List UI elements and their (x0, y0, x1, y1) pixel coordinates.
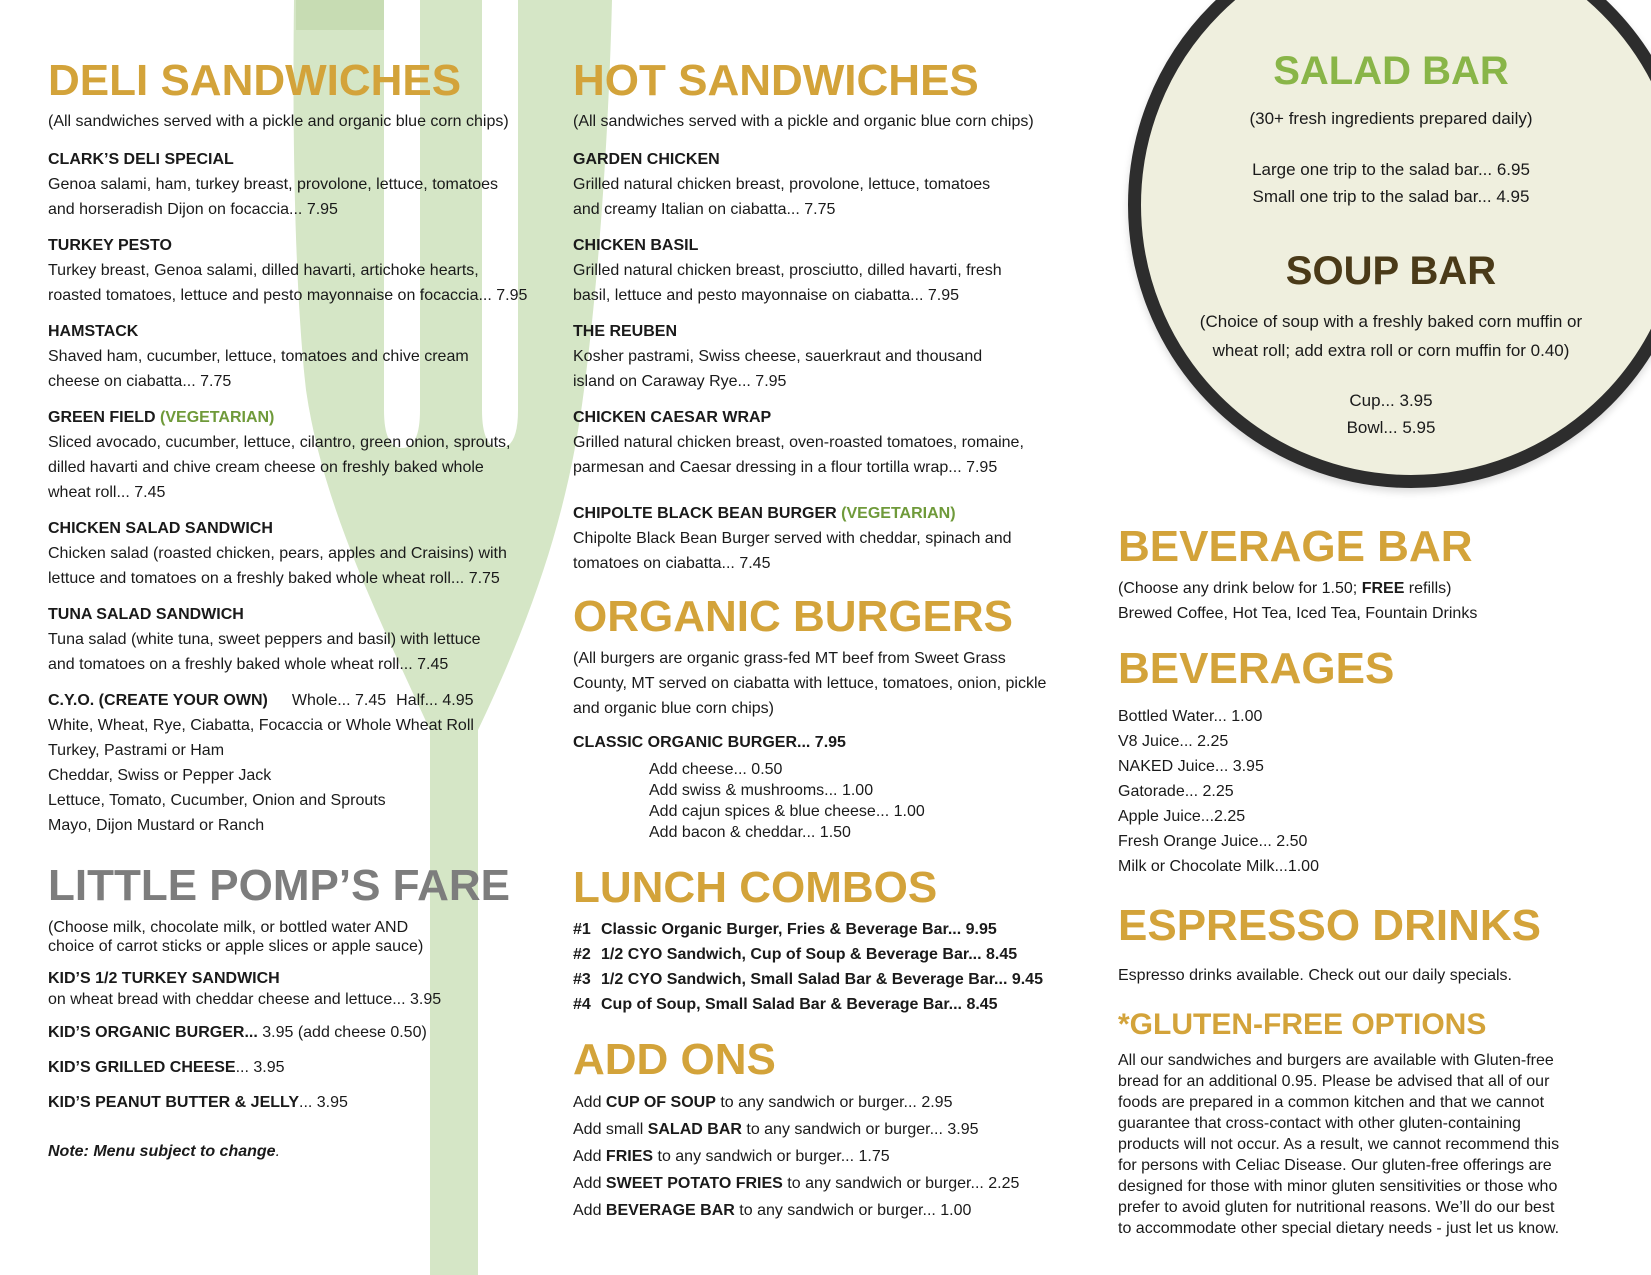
cyo-item (48, 689, 558, 838)
kids-item (48, 1092, 558, 1113)
add-on-bold: FRIES (605, 1148, 654, 1165)
lunch-combos-section (573, 859, 1088, 1017)
item-name: KID’S ORGANIC BURGER... (48, 1024, 258, 1041)
burger-addon: Add cheese... 0.50 (649, 761, 783, 778)
kids-subtitle-line: choice of carrot sticks or apple slices or apple sauce) (48, 938, 424, 955)
menu-item (48, 234, 558, 308)
classic-burger: CLASSIC ORGANIC BURGER... 7.95 (573, 734, 846, 751)
soup-bar-desc-line: wheat roll; add extra roll or corn muffin for 0.40) (1212, 341, 1570, 360)
beverage-bar-section (1118, 518, 1638, 626)
burger-addon: Add bacon & cheddar... 1.50 (649, 824, 851, 841)
burgers-desc-line: and organic blue corn chips) (573, 700, 775, 717)
fork-head-shade (296, 0, 384, 30)
kids-item (48, 1057, 558, 1078)
add-on-pre: Add (573, 1094, 606, 1111)
espresso-section (1118, 897, 1638, 988)
lunch-combos-title: LUNCH COMBOS (573, 863, 938, 912)
hot-sandwiches-title: HOT SANDWICHES (573, 56, 979, 105)
item-desc: wheat roll... 7.45 (48, 484, 166, 501)
add-on-pre: Add (573, 1175, 606, 1192)
add-ons-title: ADD ONS (573, 1035, 776, 1084)
item-name: KID’S 1/2 TURKEY SANDWICH (48, 970, 280, 987)
kids-subtitle (48, 918, 558, 956)
item-name: TURKEY PESTO (48, 237, 172, 254)
add-on-bold: SWEET POTATO FRIES (605, 1175, 783, 1192)
cyo-option: Turkey, Pastrami or Ham (48, 742, 225, 759)
item-desc: Chipolte Black Bean Burger served with cheddar, spinach and (573, 530, 1012, 547)
gluten-free-line: guarantee that cross-contact with other gluten-containing (1118, 1115, 1521, 1132)
gluten-free-line: foods are prepared in a common kitchen and that we cannot (1118, 1094, 1545, 1111)
add-on-item (573, 1116, 1088, 1143)
espresso-title: ESPRESSO DRINKS (1118, 901, 1541, 950)
add-on-post: to any sandwich or burger... 2.95 (715, 1094, 953, 1111)
beverage-item: Apple Juice...2.25 (1118, 808, 1246, 825)
add-on-pre: Add (573, 1148, 606, 1165)
item-desc: Shaved ham, cucumber, lettuce, tomatoes and chive cream (48, 348, 469, 365)
item-name: GARDEN CHICKEN (573, 151, 720, 168)
soup-bar-section (1141, 247, 1641, 441)
add-on-post: to any sandwich or burger... 2.25 (782, 1175, 1020, 1192)
kids-subtitle-line: (Choose milk, chocolate milk, or bottled water AND (48, 919, 409, 936)
add-on-bold: BEVERAGE BAR (605, 1202, 735, 1219)
burger-addon-list (573, 759, 1088, 843)
combo-text: Cup of Soup, Small Salad Bar & Beverage Bar... 8.45 (601, 996, 998, 1013)
add-on-item (573, 1089, 1088, 1116)
combo-item (573, 917, 1088, 942)
burgers-desc (573, 646, 1088, 721)
beverage-item: V8 Juice... 2.25 (1118, 733, 1229, 750)
add-on-pre: Add (573, 1202, 606, 1219)
item-price: 3.95 (add cheese 0.50) (257, 1024, 427, 1041)
item-desc: dilled havarti and chive cream cheese on freshly baked whole (48, 459, 484, 476)
item-price: ... 3.95 (235, 1059, 285, 1076)
item-price: ... 3.95 (299, 1094, 348, 1111)
salad-soup-circle (1128, 0, 1651, 488)
soup-cup-price: Cup... 3.95 (1349, 391, 1433, 410)
item-desc: lettuce and tomatoes on a freshly baked whole wheat roll... 7.75 (48, 570, 500, 587)
burger-addon: Add swiss & mushrooms... 1.00 (649, 782, 874, 799)
burgers-desc-line: County, MT served on ciabatta with lettuce, tomatoes, onion, pickle (573, 675, 1047, 692)
item-desc: Chicken salad (roasted chicken, pears, apples and Craisins) with (48, 545, 507, 562)
add-on-bold: CUP OF SOUP (605, 1094, 716, 1111)
burger-addon: Add cajun spices & blue cheese... 1.00 (649, 803, 925, 820)
item-desc: Turkey breast, Genoa salami, dilled havarti, artichoke hearts, (48, 262, 479, 279)
item-desc: Kosher pastrami, Swiss cheese, sauerkraut and thousand (573, 348, 983, 365)
add-on-bold: SALAD BAR (647, 1121, 742, 1138)
cyo-whole-price: Whole... 7.45 (291, 692, 387, 709)
menu-note (48, 1143, 558, 1161)
burgers-desc-line: (All burgers are organic grass-fed MT beef from Sweet Grass (573, 650, 1006, 667)
gluten-free-line: products will not occur. As a result, we cannot recommend this (1118, 1136, 1560, 1153)
gluten-free-line: for persons with Celiac Disease. Our gluten-free offerings are (1118, 1157, 1552, 1174)
item-desc: and horseradish Dijon on focaccia... 7.95 (48, 201, 338, 218)
item-desc: Tuna salad (white tuna, sweet peppers and basil) with lettuce (48, 631, 481, 648)
hot-sandwiches-section (573, 52, 1088, 576)
item-name: CHICKEN BASIL (573, 237, 699, 254)
beverage-bar-info (1118, 576, 1638, 601)
kids-title: LITTLE POMP’S FARE (48, 861, 511, 910)
combo-text: 1/2 CYO Sandwich, Small Salad Bar & Beverage Bar... 9.45 (601, 971, 1043, 988)
deli-sandwiches-section (48, 52, 558, 838)
item-name (48, 406, 558, 430)
beverage-item: Fresh Orange Juice... 2.50 (1118, 833, 1308, 850)
item-name: CHICKEN SALAD SANDWICH (48, 520, 273, 537)
combo-text: 1/2 CYO Sandwich, Cup of Soup & Beverage Bar... 8.45 (601, 946, 1018, 963)
kids-section (48, 858, 558, 1161)
item-name: CHICKEN CAESAR WRAP (573, 409, 772, 426)
menu-item (48, 320, 558, 394)
salad-bar-title: SALAD BAR (1273, 49, 1509, 93)
add-on-pre: Add small (573, 1121, 648, 1138)
item-desc: on wheat bread with cheddar cheese and lettuce... 3.95 (48, 991, 442, 1008)
beverage-bar-title: BEVERAGE BAR (1118, 522, 1473, 571)
item-name: HAMSTACK (48, 323, 139, 340)
item-desc: parmesan and Caesar dressing in a flour tortilla wrap... 7.95 (573, 459, 998, 476)
combo-number: #4 (573, 996, 591, 1013)
item-desc: and creamy Italian on ciabatta... 7.75 (573, 201, 836, 218)
item-desc: basil, lettuce and pesto mayonnaise on ciabatta... 7.95 (573, 287, 960, 304)
kids-item (48, 1022, 558, 1043)
beverage-bar-free: FREE (1361, 580, 1405, 597)
salad-bar-section (1141, 47, 1641, 210)
item-desc: and tomatoes on a freshly baked whole wheat roll... 7.45 (48, 656, 449, 673)
item-name: KID’S PEANUT BUTTER & JELLY (48, 1094, 299, 1111)
item-name: TUNA SALAD SANDWICH (48, 606, 244, 623)
item-desc: Grilled natural chicken breast, oven-roasted tomatoes, romaine, (573, 434, 1024, 451)
item-desc: island on Caraway Rye... 7.95 (573, 373, 787, 390)
item-desc: roasted tomatoes, lettuce and pesto mayonnaise on focaccia... 7.95 (48, 287, 528, 304)
combo-number: #2 (573, 946, 591, 963)
add-on-post: to any sandwich or burger... 1.00 (734, 1202, 972, 1219)
cyo-half-price: Half... 4.95 (396, 692, 474, 709)
beverages-section (1118, 640, 1638, 879)
note-period: . (275, 1143, 281, 1160)
item-name: THE REUBEN (573, 323, 678, 340)
cyo-option: Cheddar, Swiss or Pepper Jack (48, 767, 272, 784)
gluten-free-title: *GLUTEN-FREE OPTIONS (1118, 1008, 1487, 1041)
cyo-header (48, 689, 558, 713)
menu-item (48, 603, 558, 677)
deli-subtitle: (All sandwiches served with a pickle and organic blue corn chips) (48, 113, 509, 130)
gluten-free-line: All our sandwiches and burgers are available with Gluten-free (1118, 1052, 1554, 1069)
combo-item (573, 967, 1088, 992)
cyo-option: Lettuce, Tomato, Cucumber, Onion and Sprouts (48, 792, 386, 809)
item-desc: cheese on ciabatta... 7.75 (48, 373, 232, 390)
item-desc: Grilled natural chicken breast, provolone, lettuce, tomatoes (573, 176, 991, 193)
salad-bar-subtitle: (30+ fresh ingredients prepared daily) (1249, 109, 1533, 128)
organic-burgers-title: ORGANIC BURGERS (573, 592, 1014, 641)
item-name-text: CHIPOLTE BLACK BEAN BURGER (573, 505, 837, 522)
gluten-free-section (1118, 1006, 1638, 1239)
menu-item (48, 148, 558, 222)
beverage-item: Milk or Chocolate Milk...1.00 (1118, 858, 1319, 875)
cyo-option: Mayo, Dijon Mustard or Ranch (48, 817, 265, 834)
menu-item (573, 148, 1088, 222)
beverage-item: Gatorade... 2.25 (1118, 783, 1234, 800)
combo-item (573, 942, 1088, 967)
gluten-free-line: designed for those with minor gluten sensitivities or those who (1118, 1178, 1558, 1195)
cyo-option: White, Wheat, Rye, Ciabatta, Focaccia or Whole Wheat Roll (48, 717, 474, 734)
middle-column (573, 52, 1088, 1224)
note-text: Note: Menu subject to change (48, 1143, 276, 1160)
salad-bar-large: Large one trip to the salad bar... 6.95 (1252, 160, 1530, 179)
left-column (48, 52, 558, 1161)
vegetarian-label: (VEGETARIAN) (160, 409, 275, 426)
item-desc: Genoa salami, ham, turkey breast, provolone, lettuce, tomatoes (48, 176, 499, 193)
add-on-item (573, 1197, 1088, 1224)
gluten-free-line: to accommodate other special dietary needs - just let us know. (1118, 1220, 1560, 1237)
cyo-name: C.Y.O. (CREATE YOUR OWN) (48, 692, 268, 709)
item-name: KID’S GRILLED CHEESE (48, 1059, 236, 1076)
kids-item (48, 968, 558, 1010)
beverage-bar-info-post: refills) (1404, 580, 1452, 597)
gluten-free-line: bread for an additional 0.95. Please be advised that all of our (1118, 1073, 1550, 1090)
beverage-bar-info-pre: (Choose any drink below for 1.50; (1118, 580, 1362, 597)
item-name: CLARK’S DELI SPECIAL (48, 151, 234, 168)
vegetarian-label: (VEGETARIAN) (841, 505, 956, 522)
menu-item (573, 234, 1088, 308)
item-desc: Sliced avocado, cucumber, lettuce, cilantro, green onion, sprouts, (48, 434, 511, 451)
item-desc: Grilled natural chicken breast, prosciutto, dilled havarti, fresh (573, 262, 1002, 279)
combo-item (573, 992, 1088, 1017)
soup-bar-title: SOUP BAR (1285, 249, 1497, 293)
item-name (573, 502, 1088, 526)
right-column (1118, 518, 1638, 1239)
salad-bar-small: Small one trip to the salad bar... 4.95 (1252, 187, 1530, 206)
espresso-text: Espresso drinks available. Check out our daily specials. (1118, 967, 1512, 984)
beverage-bar-drinks: Brewed Coffee, Hot Tea, Iced Tea, Fountain Drinks (1118, 605, 1478, 622)
hot-subtitle: (All sandwiches served with a pickle and organic blue corn chips) (573, 113, 1034, 130)
add-on-post: to any sandwich or burger... 3.95 (741, 1121, 979, 1138)
combo-number: #1 (573, 921, 591, 938)
menu-item (573, 502, 1088, 576)
add-on-post: to any sandwich or burger... 1.75 (653, 1148, 890, 1165)
add-on-item (573, 1170, 1088, 1197)
beverage-item: Bottled Water... 1.00 (1118, 708, 1263, 725)
menu-item (48, 517, 558, 591)
add-on-item (573, 1143, 1088, 1170)
item-name-text: GREEN FIELD (48, 409, 156, 426)
menu-item (573, 406, 1088, 480)
item-desc: tomatoes on ciabatta... 7.45 (573, 555, 771, 572)
beverages-title: BEVERAGES (1118, 644, 1395, 693)
soup-bar-desc-line: (Choice of soup with a freshly baked corn muffin or (1199, 312, 1583, 331)
organic-burgers-section (573, 588, 1088, 843)
menu-item (48, 406, 558, 505)
combo-number: #3 (573, 971, 591, 988)
beverage-item: NAKED Juice... 3.95 (1118, 758, 1264, 775)
gluten-free-line: prefer to avoid gluten for nutritional reasons. We’ll do our best (1118, 1199, 1555, 1216)
deli-sandwiches-title: DELI SANDWICHES (48, 56, 462, 105)
add-ons-section (573, 1031, 1088, 1224)
menu-item (573, 320, 1088, 394)
combo-text: Classic Organic Burger, Fries & Beverage Bar... 9.95 (601, 921, 997, 938)
soup-bowl-price: Bowl... 5.95 (1346, 418, 1436, 437)
